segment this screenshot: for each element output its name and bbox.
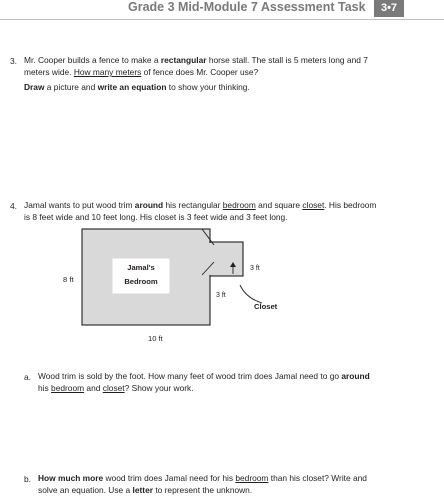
room-label-line-1: Jamal's	[127, 263, 155, 272]
bedroom-length-label: 10 ft	[148, 334, 163, 343]
question-4-line-2: is 8 feet wide and 10 feet long. His closet is 3 feet wide and 3 feet long.	[24, 212, 288, 222]
closet-width-label: 3 ft	[250, 265, 260, 272]
question-3-instruction: Draw a picture and write an equation to show your thinking.	[24, 82, 250, 92]
module-badge: 3•7	[374, 0, 404, 17]
closet-callout-line	[240, 285, 262, 303]
part-b-letter: b.	[24, 474, 31, 484]
part-a-letter: a.	[24, 372, 31, 382]
closet-shape	[210, 242, 243, 276]
part-b-line-1: How much more wood trim does Jamal need for his bedroom than his closet? Write and	[38, 473, 367, 483]
question-3-line-2: meters wide. How many meters of fence does Mr. Cooper use?	[24, 67, 259, 77]
part-b-line-2: solve an equation. Use a letter to represent the unknown.	[38, 485, 253, 495]
closet-length-label: 3 ft	[216, 292, 226, 299]
bedroom-width-label: 8 ft	[63, 275, 74, 284]
question-3-line-1: Mr. Cooper builds a fence to make a rectangular horse stall. The stall is 5 meters long and 7	[24, 55, 368, 65]
room-label-line-2: Bedroom	[124, 277, 158, 286]
part-a-line-1: Wood trim is sold by the foot. How many feet of wood trim does Jamal need to go around	[38, 371, 370, 381]
question-4-number: 4.	[10, 201, 17, 211]
part-a-line-2: his bedroom and closet? Show your work.	[38, 383, 194, 393]
question-4-line-1: Jamal wants to put wood trim around his rectangular bedroom and square closet. His bedroom	[24, 200, 377, 210]
header-title: Grade 3 Mid-Module 7 Assessment Task	[128, 0, 366, 14]
closet-label: Closet	[254, 302, 278, 311]
question-3-number: 3.	[10, 56, 17, 66]
